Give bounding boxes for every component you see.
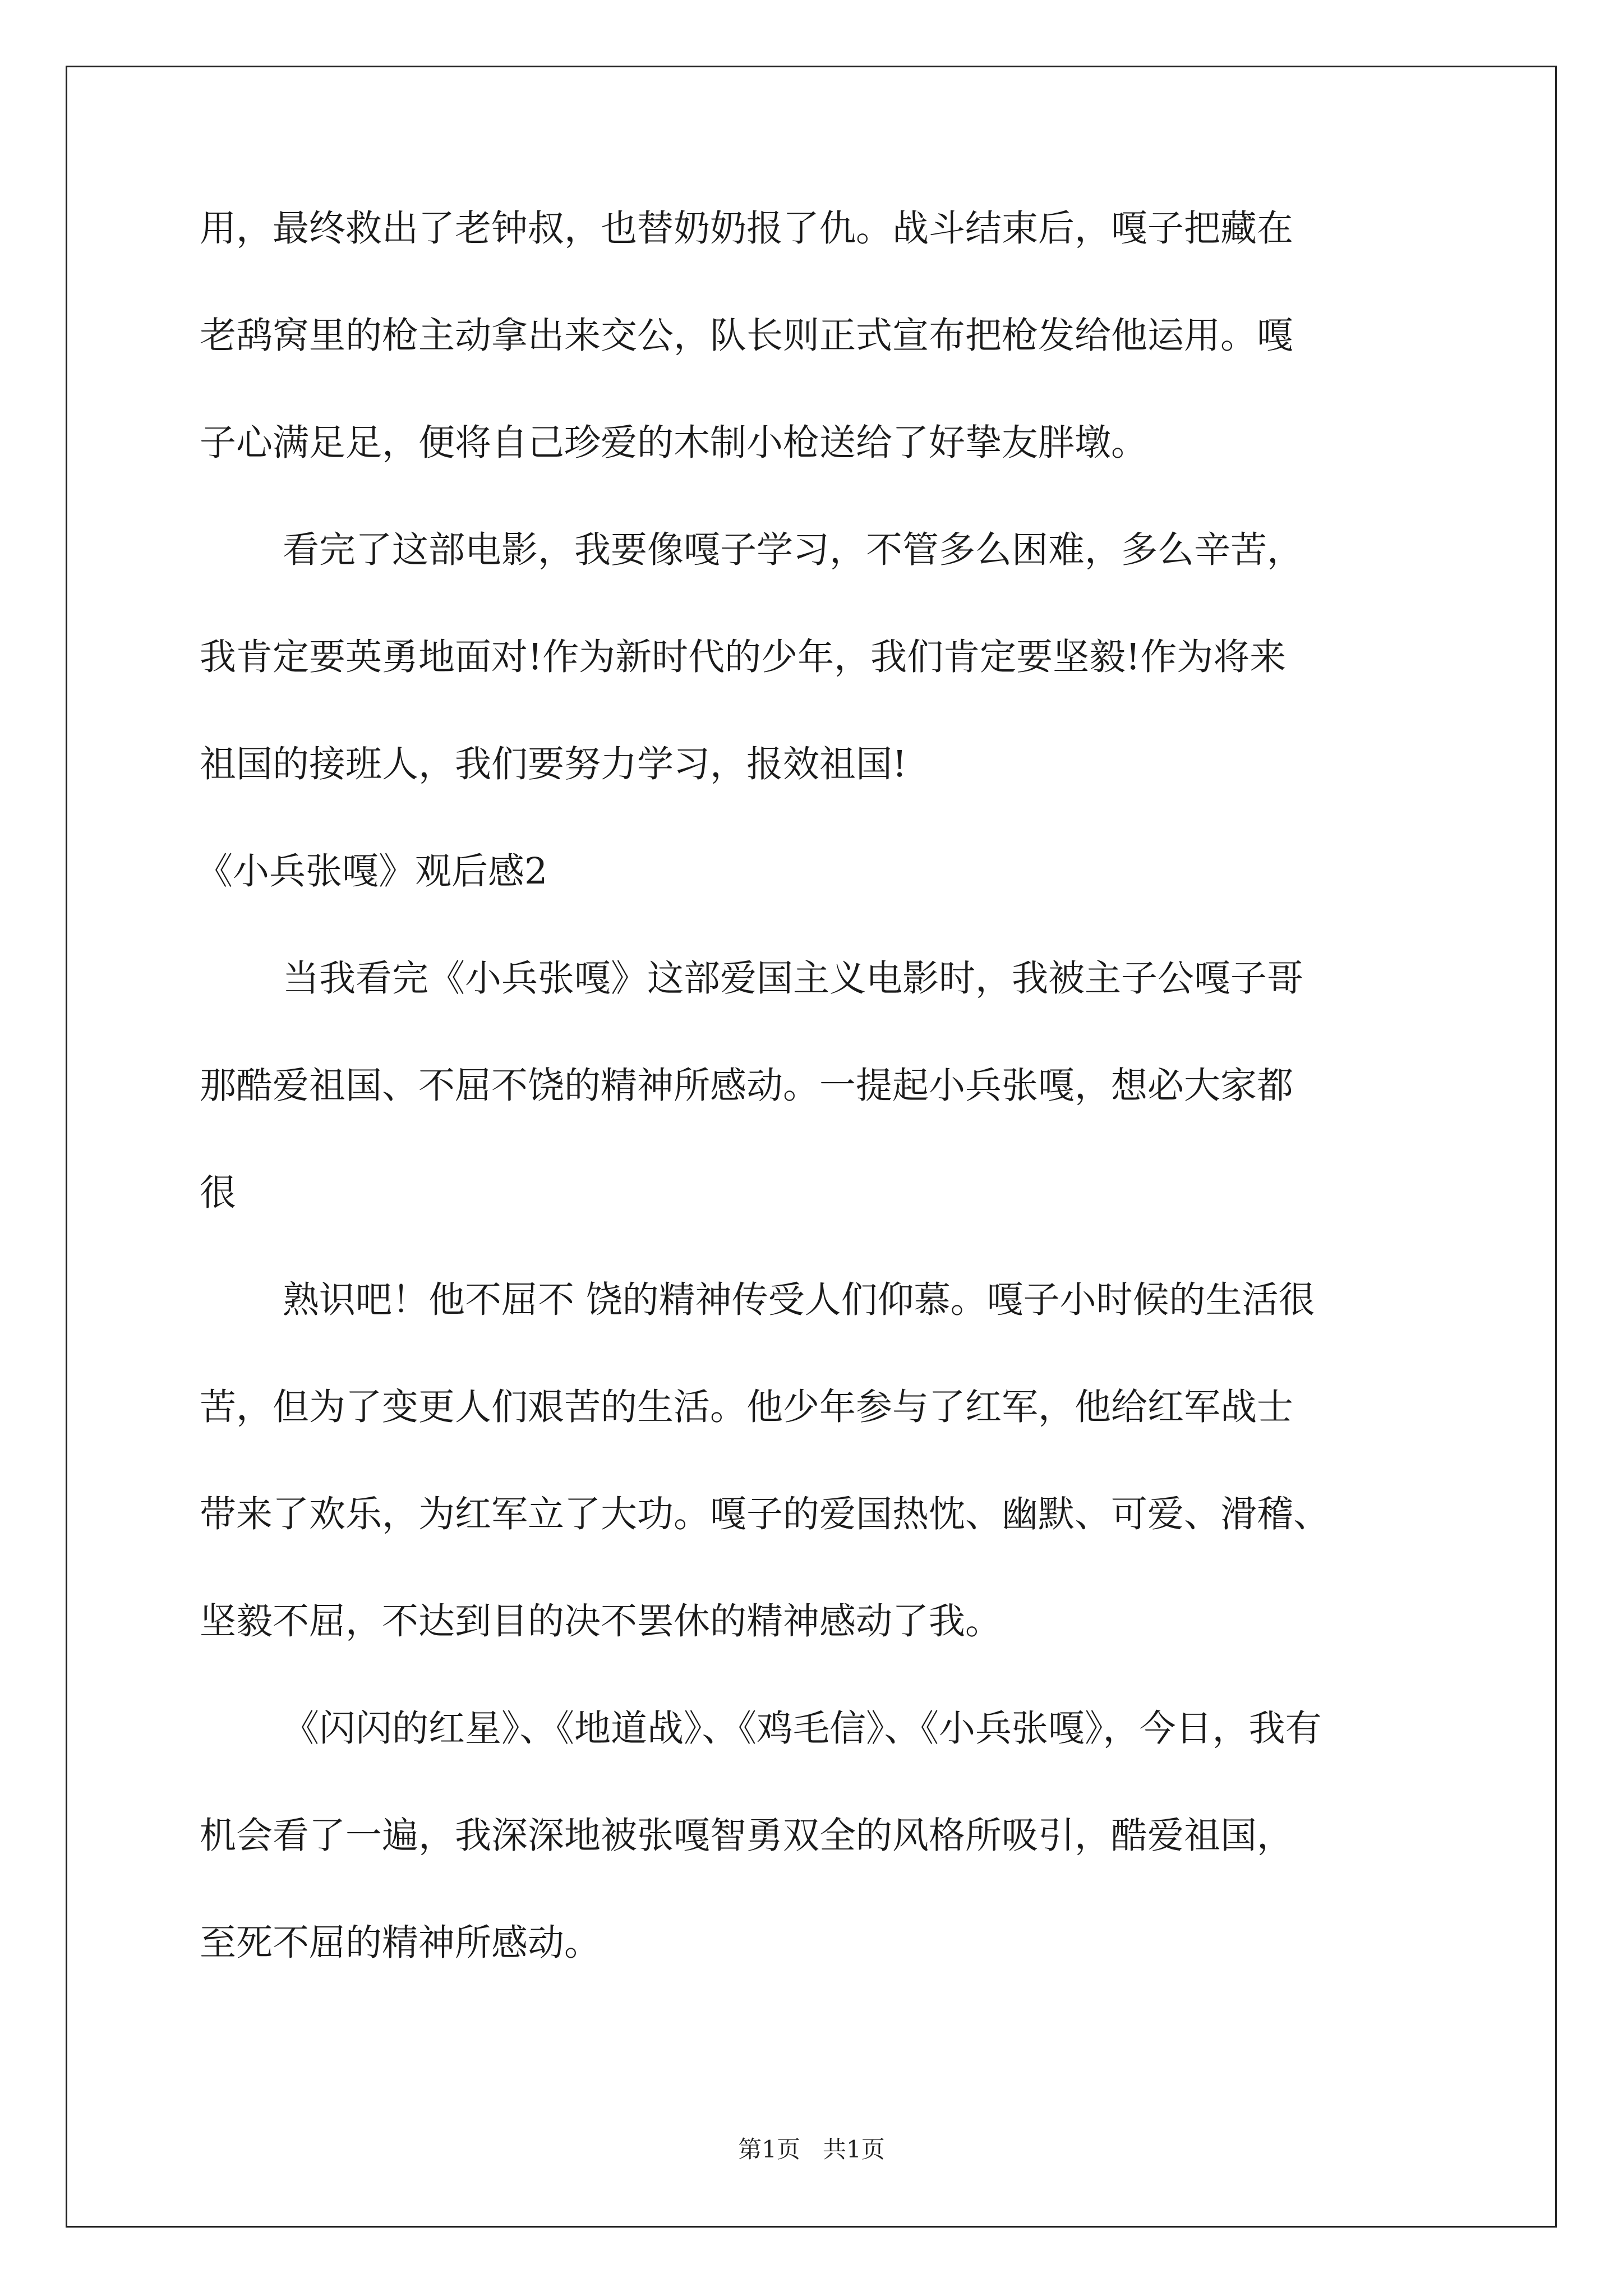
paragraph-start-line: 熟识吧！他不屈不 饶的精神传受人们仰慕。嘎子小时候的生活很 xyxy=(283,1279,1315,1321)
text-line: 很 xyxy=(200,1172,237,1214)
text-line: 那酷爱祖国、不屈不饶的精神所感动。一提起小兵张嘎，想必大家都 xyxy=(200,1065,1294,1107)
text-line: 带来了欢乐，为红军立了大功。嘎子的爱国热忱、幽默、可爱、滑稽、 xyxy=(200,1493,1330,1535)
text-line: 机会看了一遍，我深深地被张嘎智勇双全的风格所吸引，酷爱祖国， xyxy=(200,1815,1294,1857)
text-line: 坚毅不屈，不达到目的决不罢休的精神感动了我。 xyxy=(200,1600,1002,1642)
page-footer: 第1页 共1页 xyxy=(738,2136,885,2163)
text-line: 子心满足足，便将自己珍爱的木制小枪送给了好挚友胖墩。 xyxy=(200,422,1148,464)
paragraph-start-line: 看完了这部电影，我要像嘎子学习，不管多么困难，多么辛苦， xyxy=(283,529,1304,571)
text-line: 祖国的接班人，我们要努力学习，报效祖国! xyxy=(200,743,907,785)
text-line: 用，最终救出了老钟叔，也替奶奶报了仇。战斗结束后，嘎子把藏在 xyxy=(200,208,1294,250)
text-line: 我肯定要英勇地面对!作为新时代的少年，我们肯定要坚毅!作为将来 xyxy=(200,636,1287,678)
text-line: 至死不屈的精神所感动。 xyxy=(200,1922,601,1964)
paragraph-start-line: 当我看完《小兵张嘎》这部爱国主义电影时，我被主子公嘎子哥 xyxy=(283,958,1304,1000)
text-line: 老鸹窝里的枪主动拿出来交公，队长则正式宣布把枪发给他运用。嘎 xyxy=(200,315,1294,357)
document-body xyxy=(196,208,1433,1964)
paragraph-start-line: 《闪闪的红星》、《地道战》、《鸡毛信》、《小兵张嘎》，今日，我有 xyxy=(283,1708,1322,1750)
text-line: 苦，但为了变更人们艰苦的生活。他少年参与了红军，他给红军战士 xyxy=(200,1386,1294,1428)
section-heading: 《小兵张嘎》观后感2 xyxy=(196,850,548,892)
